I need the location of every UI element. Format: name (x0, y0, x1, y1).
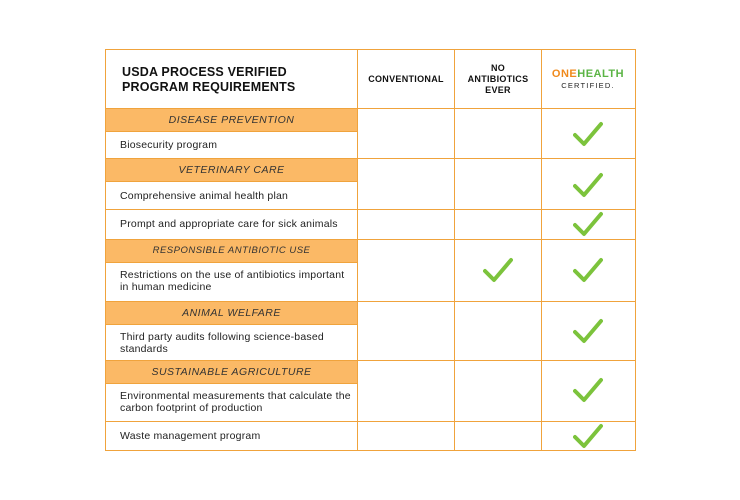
table-title: USDA PROCESS VERIFIED PROGRAM REQUIREMENTS (122, 65, 296, 94)
check-icon (573, 211, 603, 237)
table-border (105, 108, 635, 109)
table-border (541, 49, 542, 451)
table-border (105, 181, 357, 182)
table-border (105, 131, 357, 132)
section-label-animal-welfare: ANIMAL WELFARE (182, 307, 281, 319)
check-icon (573, 172, 603, 198)
check-icon (573, 121, 603, 147)
requirement-prompt-care: Prompt and appropriate care for sick animals (120, 218, 338, 230)
check-icon (483, 257, 513, 283)
table-border (105, 324, 357, 325)
section-label-responsible-antibiotic-use: RESPONSIBLE ANTIBIOTIC USE (152, 245, 311, 256)
table-border (454, 49, 455, 451)
check-icon (573, 257, 603, 283)
one-health-certified-logo: ONEHEALTH CERTIFIED. (551, 68, 625, 90)
table-border (105, 209, 635, 210)
table-border (105, 301, 635, 302)
requirement-health-plan: Comprehensive animal health plan (120, 190, 289, 202)
column-header-conventional: CONVENTIONAL (368, 74, 444, 84)
table-border (105, 49, 635, 50)
check-icon (573, 318, 603, 344)
section-label-veterinary-care: VETERINARY CARE (178, 164, 285, 176)
column-header-no-antibiotics-ever: NO ANTIBIOTICS EVER (467, 63, 529, 95)
requirement-waste-management: Waste management program (120, 430, 261, 442)
section-label-sustainable-agriculture: SUSTAINABLE AGRICULTURE (151, 366, 312, 378)
table-border (105, 239, 635, 240)
table-border (105, 383, 357, 384)
table-border (105, 158, 635, 159)
table-border (635, 49, 636, 451)
requirement-third-party-audits: Third party audits following science-based standards (120, 331, 324, 355)
table-border (105, 421, 635, 422)
table-border (105, 360, 635, 361)
section-label-disease-prevention: DISEASE PREVENTION (168, 114, 295, 126)
check-icon (573, 423, 603, 449)
requirement-antibiotic-restrictions: Restrictions on the use of antibiotics important in human medicine (120, 269, 345, 293)
table-border (105, 262, 357, 263)
table-border (357, 49, 358, 451)
requirement-environmental: Environmental measurements that calculate the carbon footprint of production (120, 390, 351, 414)
table-border (105, 450, 635, 451)
requirement-biosecurity: Biosecurity program (120, 139, 218, 151)
check-icon (573, 377, 603, 403)
